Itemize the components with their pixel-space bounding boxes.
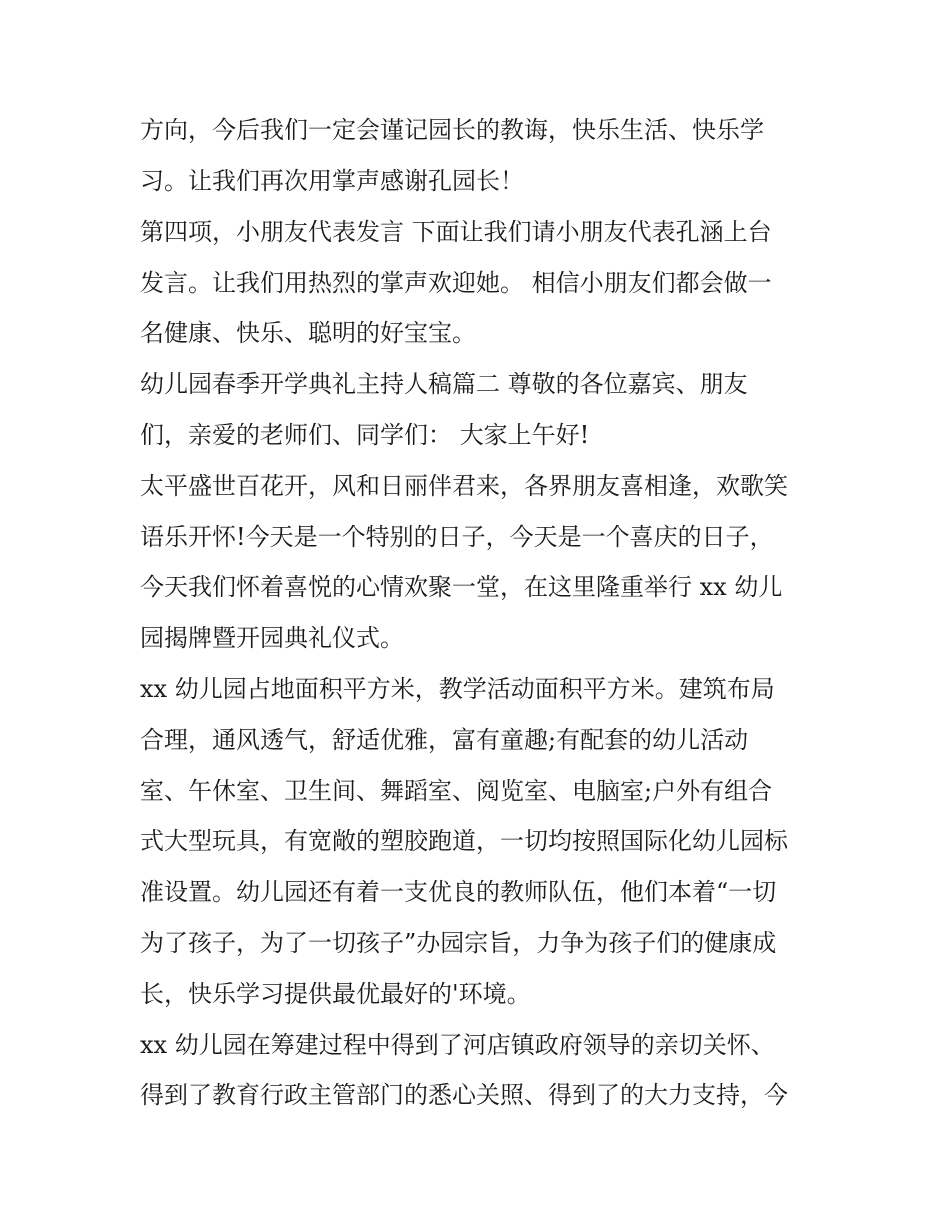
text-line: 室、午休室、卫生间、舞蹈室、阅览室、电脑室;户外有组合 bbox=[140, 777, 773, 805]
text-line: 名健康、快乐、聪明的好宝宝。 bbox=[140, 319, 476, 347]
text-line: 式大型玩具，有宽敞的塑胶跑道，一切均按照国际化幼儿园标 bbox=[140, 827, 788, 855]
text-line: 第四项，小朋友代表发言 下面让我们请小朋友代表孔涵上台 bbox=[140, 218, 772, 246]
text-line: 得到了教育行政主管部门的悉心关照、得到了的大力支持，今 bbox=[140, 1081, 788, 1109]
text-line: 太平盛世百花开，风和日丽伴君来，各界朋友喜相逢，欢歌笑 bbox=[140, 472, 788, 500]
text-line: 发言。让我们用热烈的掌声欢迎她。 相信小朋友们都会做一 bbox=[140, 269, 772, 297]
text-line: xx 幼儿园在筹建过程中得到了河店镇政府领导的亲切关怀、 bbox=[140, 1031, 775, 1059]
text-line: 为了孩子，为了一切孩子”办园宗旨，力争为孩子们的健康成 bbox=[140, 929, 777, 957]
text-line: 们，亲爱的老师们、同学们： 大家上午好! bbox=[140, 421, 590, 449]
text-line: 长，快乐学习提供最优最好的'环境。 bbox=[140, 980, 531, 1008]
text-line: 准设置。幼儿园还有着一支优良的教师队伍，他们本着“一切 bbox=[140, 878, 777, 906]
text-line: 语乐开怀!今天是一个特别的日子，今天是一个喜庆的日子， bbox=[140, 523, 774, 551]
text-line: xx 幼儿园占地面积平方米，教学活动面积平方米。建筑布局 bbox=[140, 675, 775, 703]
text-line: 今天我们怀着喜悦的心情欢聚一堂，在这里隆重举行 xx 幼儿 bbox=[140, 573, 783, 601]
text-line: 习。让我们再次用掌声感谢孔园长！ bbox=[140, 167, 524, 195]
text-line: 园揭牌暨开园典礼仪式。 bbox=[140, 624, 404, 652]
text-line: 幼儿园春季开学典礼主持人稿篇二 尊敬的各位嘉宾、朋友 bbox=[140, 370, 748, 398]
text-line: 方向，今后我们一定会谨记园长的教诲，快乐生活、快乐学 bbox=[140, 116, 764, 144]
text-line: 合理，通风透气，舒适优雅，富有童趣;有配套的幼儿活动 bbox=[140, 726, 749, 754]
